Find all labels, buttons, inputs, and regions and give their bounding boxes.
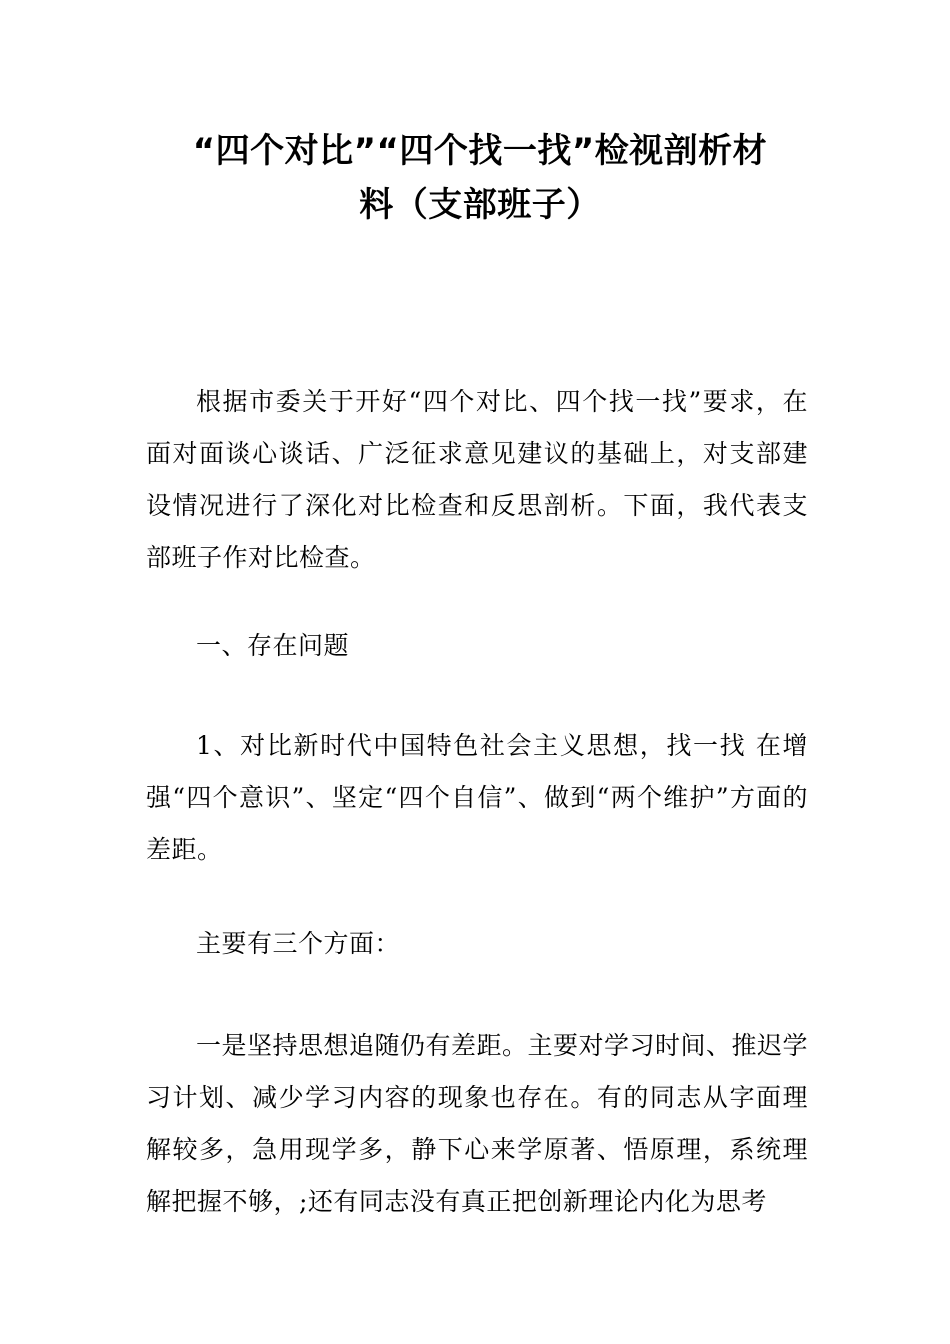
paragraph-subheading: 主要有三个方面： (196, 929, 401, 958)
document-title (150, 124, 810, 232)
paragraph-item-1: 1、对比新时代中国特色社会主义思想，找一找 在增强“四个意识”、坚定“四个自信”、做到“两个维护”方面的差距。 (146, 731, 808, 864)
section-heading: 一、存在问题 (196, 631, 350, 660)
paragraph-intro-block (146, 376, 808, 584)
section-heading-block (146, 620, 808, 672)
title-line-1: “四个对比”“四个找一找”检视剖析材 (192, 131, 768, 171)
paragraph-point-1: 一是坚持思想追随仍有差距。主要对学习时间、推迟学习计划、减少学习内容的现象也存在。有的同志从字面理解较多，急用现学多，静下心来学原著、悟原理，系统理解把握不够，;还有同志没有真正把创新理论内化为思考 (146, 1031, 809, 1216)
paragraph-subheading-block (146, 918, 808, 970)
paragraph-point-1-block (146, 1020, 808, 1228)
paragraph-intro: 根据市委关于开好“四个对比、四个找一找”要求，在面对面谈心谈话、广泛征求意见建议的基础上，对支部建设情况进行了深化对比检查和反思剖析。下面，我代表支部班子作对比检查。 (146, 387, 808, 572)
paragraph-item-1-block (146, 720, 808, 876)
title-line-2: 料（支部班子） (359, 185, 601, 225)
